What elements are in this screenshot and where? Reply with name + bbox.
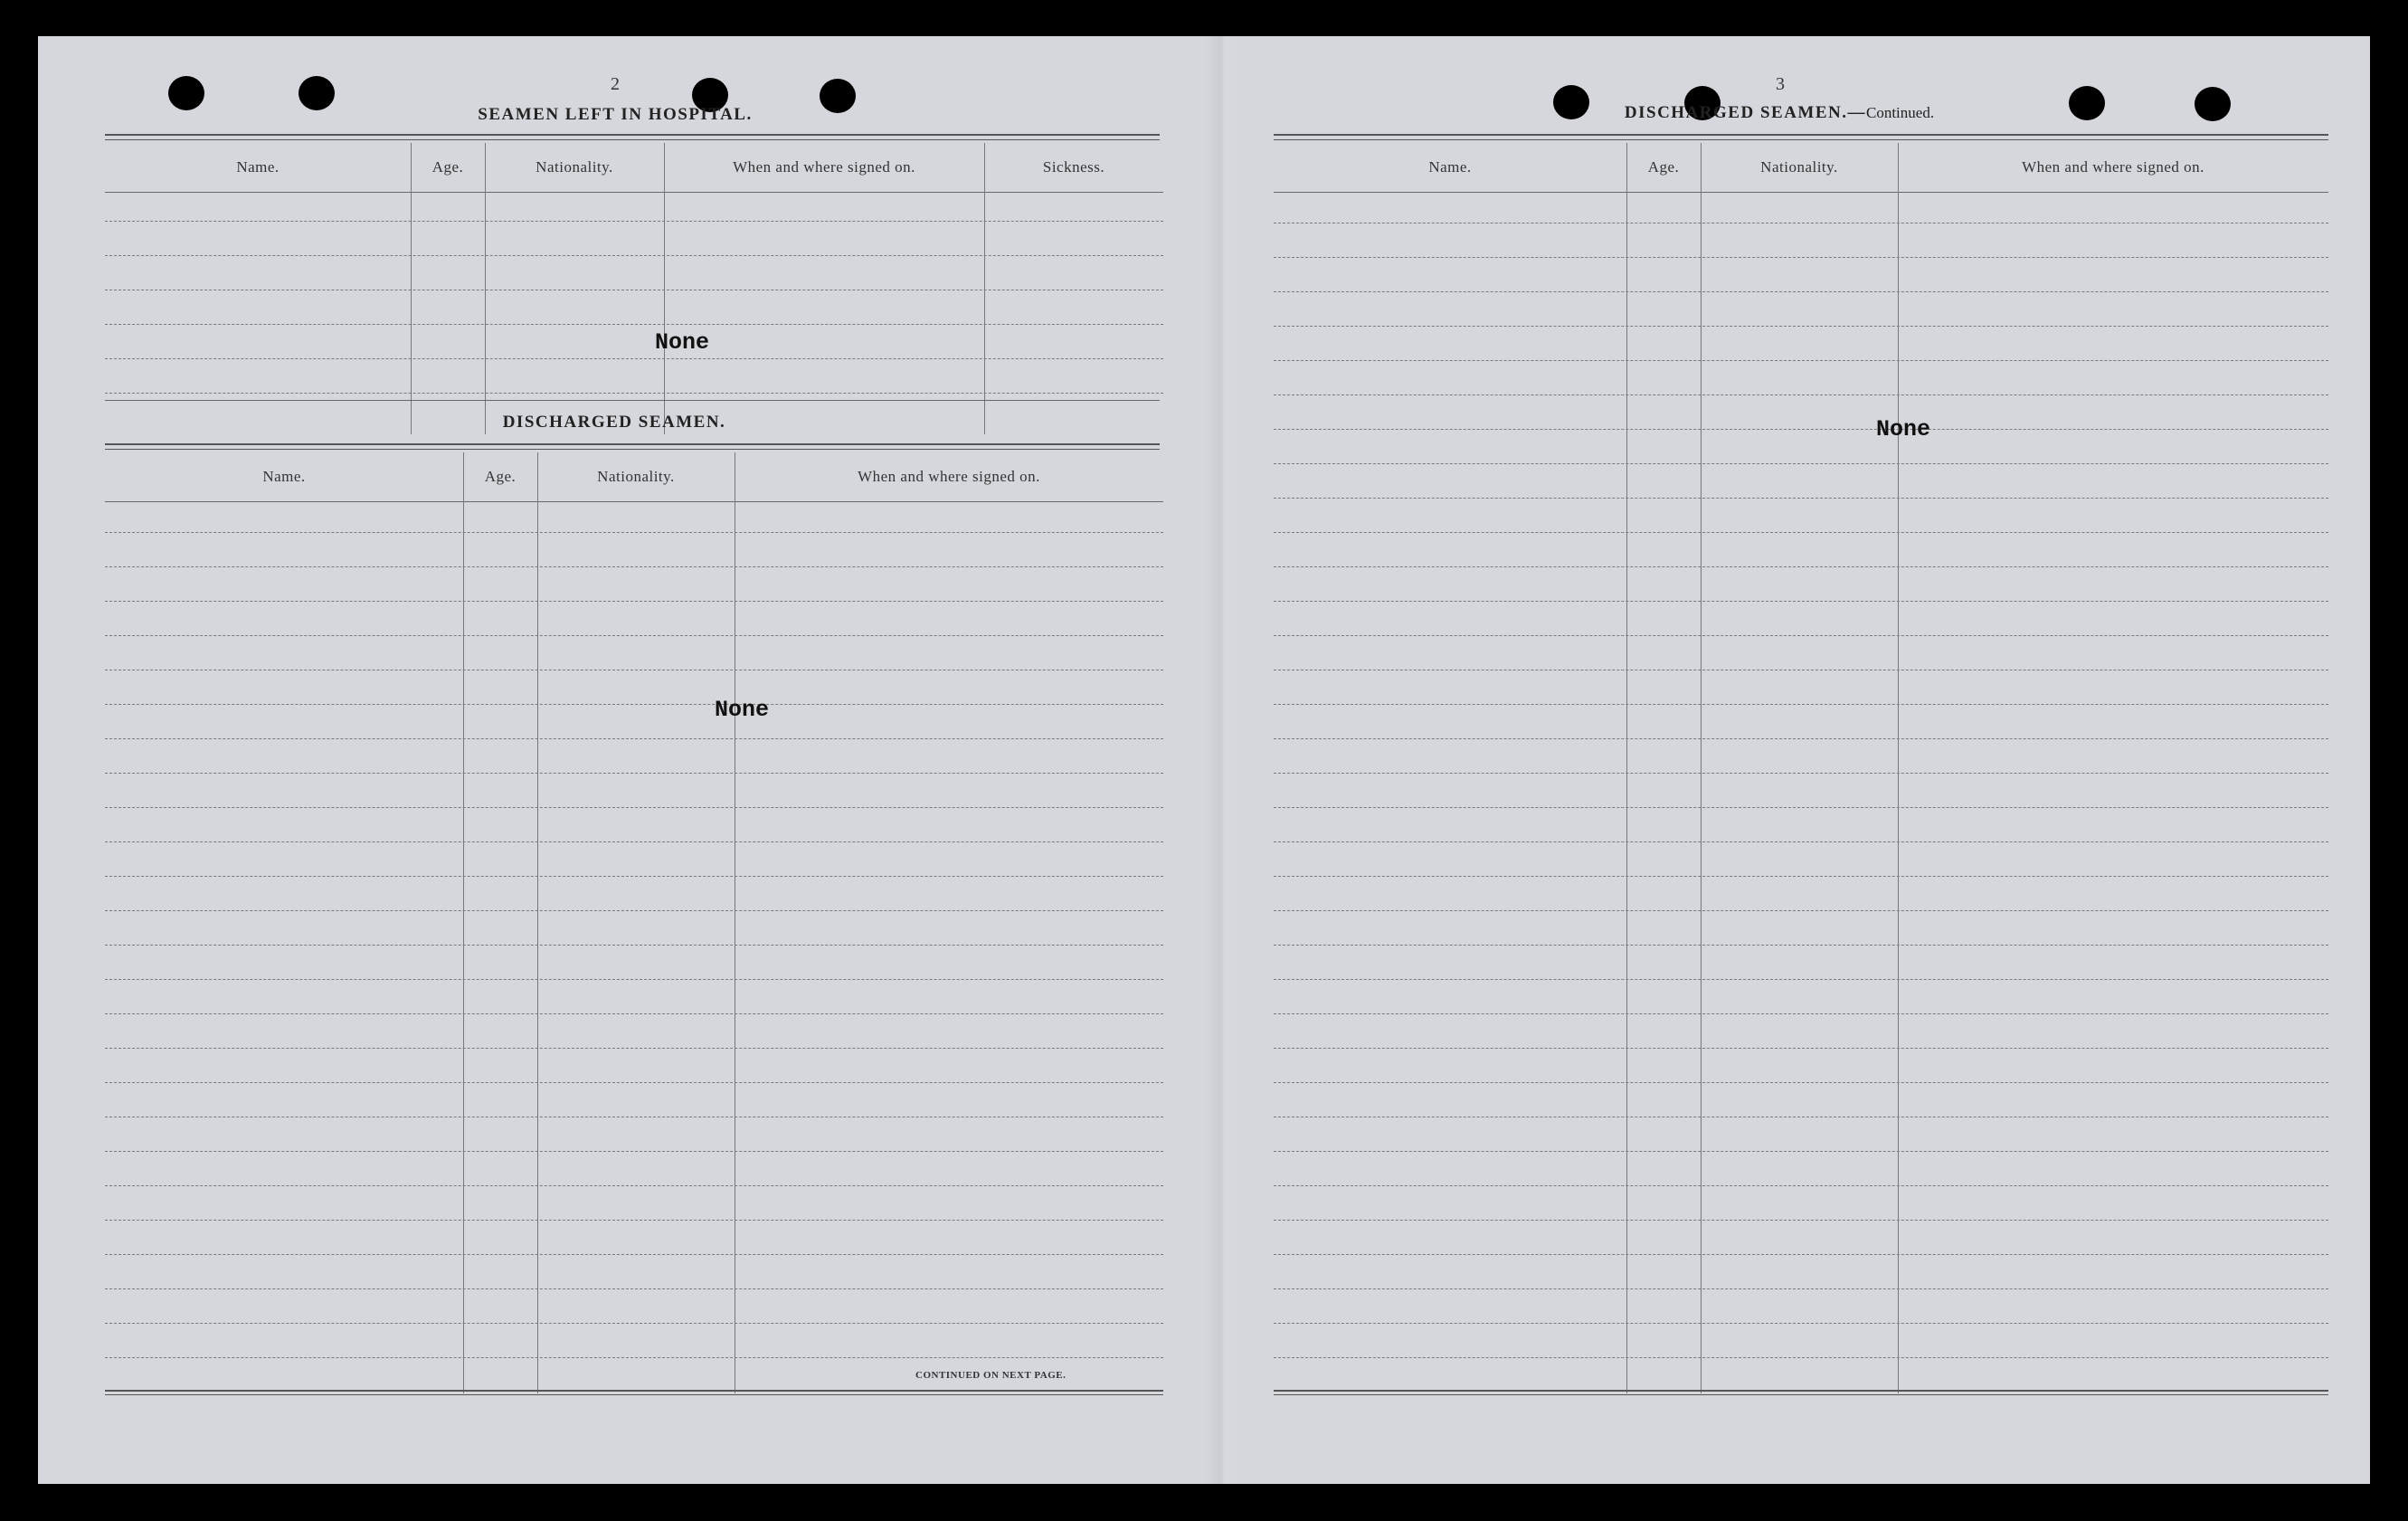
entry-line: [105, 773, 1163, 774]
column-header-age: Age.: [1647, 158, 1680, 176]
column-divider: [463, 452, 464, 1393]
entry-line: [1274, 635, 2328, 636]
entry-line: [1274, 291, 2328, 292]
entry-line: [1274, 326, 2328, 327]
entry-line: [105, 704, 1163, 705]
column-header-signed-on: When and where signed on.: [858, 468, 1040, 485]
entry-line: [105, 1254, 1163, 1255]
entry-line: [1274, 601, 2328, 602]
punch-hole: [2069, 86, 2105, 120]
entry-line: [105, 601, 1163, 602]
punch-hole: [168, 76, 204, 110]
entry-line: [1274, 1288, 2328, 1289]
discharged-top-rule: [105, 443, 1160, 450]
entry-line: [105, 635, 1163, 636]
entry-line: [1274, 1323, 2328, 1324]
entry-line: [1274, 1254, 2328, 1255]
entry-line: [1274, 1082, 2328, 1083]
entry-line: [105, 1185, 1163, 1186]
entry-line: [1274, 1048, 2328, 1049]
entry-line: [1274, 910, 2328, 911]
discharged-continued-title: [1625, 103, 1934, 123]
header-rule: [1274, 192, 2328, 193]
typed-entry-none: None: [655, 329, 710, 356]
column-divider: [664, 143, 665, 434]
entry-line: [105, 738, 1163, 739]
entry-line: [1274, 738, 2328, 739]
entry-line: [1274, 1220, 2328, 1221]
page-number-right: 3: [1776, 74, 1785, 94]
entry-line: [1274, 876, 2328, 877]
entry-line: [105, 1013, 1163, 1014]
entry-line: [105, 393, 1163, 394]
entry-line: [1274, 532, 2328, 533]
entry-line: [105, 221, 1163, 222]
entry-line: [105, 841, 1163, 842]
column-header-nationality: Nationality.: [536, 158, 613, 176]
entry-line: [1274, 498, 2328, 499]
punch-hole: [820, 79, 856, 113]
column-header-nationality: Nationality.: [597, 468, 675, 485]
entry-line: [1274, 1185, 2328, 1186]
page-number-left: 2: [611, 74, 620, 94]
column-header-age: Age.: [484, 468, 517, 485]
entry-line: [105, 1323, 1163, 1324]
typed-entry-none: None: [1876, 416, 1931, 442]
entry-line: [105, 566, 1163, 567]
entry-line: [105, 876, 1163, 877]
entry-line: [1274, 807, 2328, 808]
column-header-name: Name.: [1428, 158, 1472, 176]
entry-line: [1274, 773, 2328, 774]
entry-line: [1274, 463, 2328, 464]
column-header-signed-on: When and where signed on.: [733, 158, 915, 176]
column-header-name: Name.: [262, 468, 306, 485]
header-rule: [105, 192, 1163, 193]
entry-line: [1274, 1013, 2328, 1014]
discharged-table-right: [1274, 143, 2328, 1397]
title-suffix: Continued.: [1866, 104, 1935, 121]
entry-line: [105, 1288, 1163, 1289]
punch-hole: [1553, 85, 1589, 119]
entry-line: [1274, 257, 2328, 258]
entry-line: [105, 1220, 1163, 1221]
column-divider: [984, 143, 985, 434]
bottom-rule: [1274, 1390, 2328, 1395]
column-divider: [485, 143, 486, 434]
entry-line: [1274, 979, 2328, 980]
continued-note: CONTINUED ON NEXT PAGE.: [915, 1370, 1067, 1381]
entry-line: [1274, 841, 2328, 842]
entry-line: [105, 1357, 1163, 1358]
entry-line: [1274, 566, 2328, 567]
entry-line: [105, 1082, 1163, 1083]
column-header-name: Name.: [236, 158, 280, 176]
entry-line: [105, 532, 1163, 533]
column-divider: [1701, 143, 1702, 1393]
column-divider: [1898, 143, 1899, 1393]
center-fold: [1205, 36, 1241, 1484]
column-header-signed-on: When and where signed on.: [2022, 158, 2204, 176]
entry-line: [1274, 1357, 2328, 1358]
hospital-bottom-rule: [105, 400, 1160, 401]
column-header-nationality: Nationality.: [1760, 158, 1838, 176]
punch-hole: [299, 76, 335, 110]
entry-line: [1274, 704, 2328, 705]
column-divider: [1626, 143, 1627, 1393]
hospital-section-title: SEAMEN LEFT IN HOSPITAL.: [478, 105, 753, 124]
paper-sheet: [38, 36, 2370, 1484]
entry-line: [105, 1151, 1163, 1152]
entry-line: [1274, 1151, 2328, 1152]
entry-line: [105, 324, 1163, 325]
punch-hole: [2195, 87, 2231, 121]
entry-line: [1274, 945, 2328, 946]
title-text: DISCHARGED SEAMEN.—: [1624, 103, 1866, 122]
entry-line: [105, 910, 1163, 911]
entry-line: [105, 807, 1163, 808]
entry-line: [105, 979, 1163, 980]
hospital-top-rule: [105, 134, 1160, 140]
column-header-sickness: Sickness.: [1042, 158, 1105, 176]
entry-line: [105, 1048, 1163, 1049]
discharged-section-title: DISCHARGED SEAMEN.: [502, 413, 726, 432]
hospital-table: [105, 143, 1163, 436]
typed-entry-none: None: [715, 697, 770, 723]
right-top-rule: [1274, 134, 2328, 140]
column-divider: [411, 143, 412, 434]
column-header-age: Age.: [431, 158, 464, 176]
entry-line: [105, 945, 1163, 946]
entry-line: [105, 358, 1163, 359]
entry-line: [1274, 429, 2328, 430]
column-divider: [537, 452, 538, 1393]
header-rule: [105, 501, 1163, 502]
discharged-table-left: [105, 452, 1163, 1397]
entry-line: [105, 255, 1163, 256]
bottom-rule: [105, 1390, 1163, 1395]
entry-line: [1274, 360, 2328, 361]
